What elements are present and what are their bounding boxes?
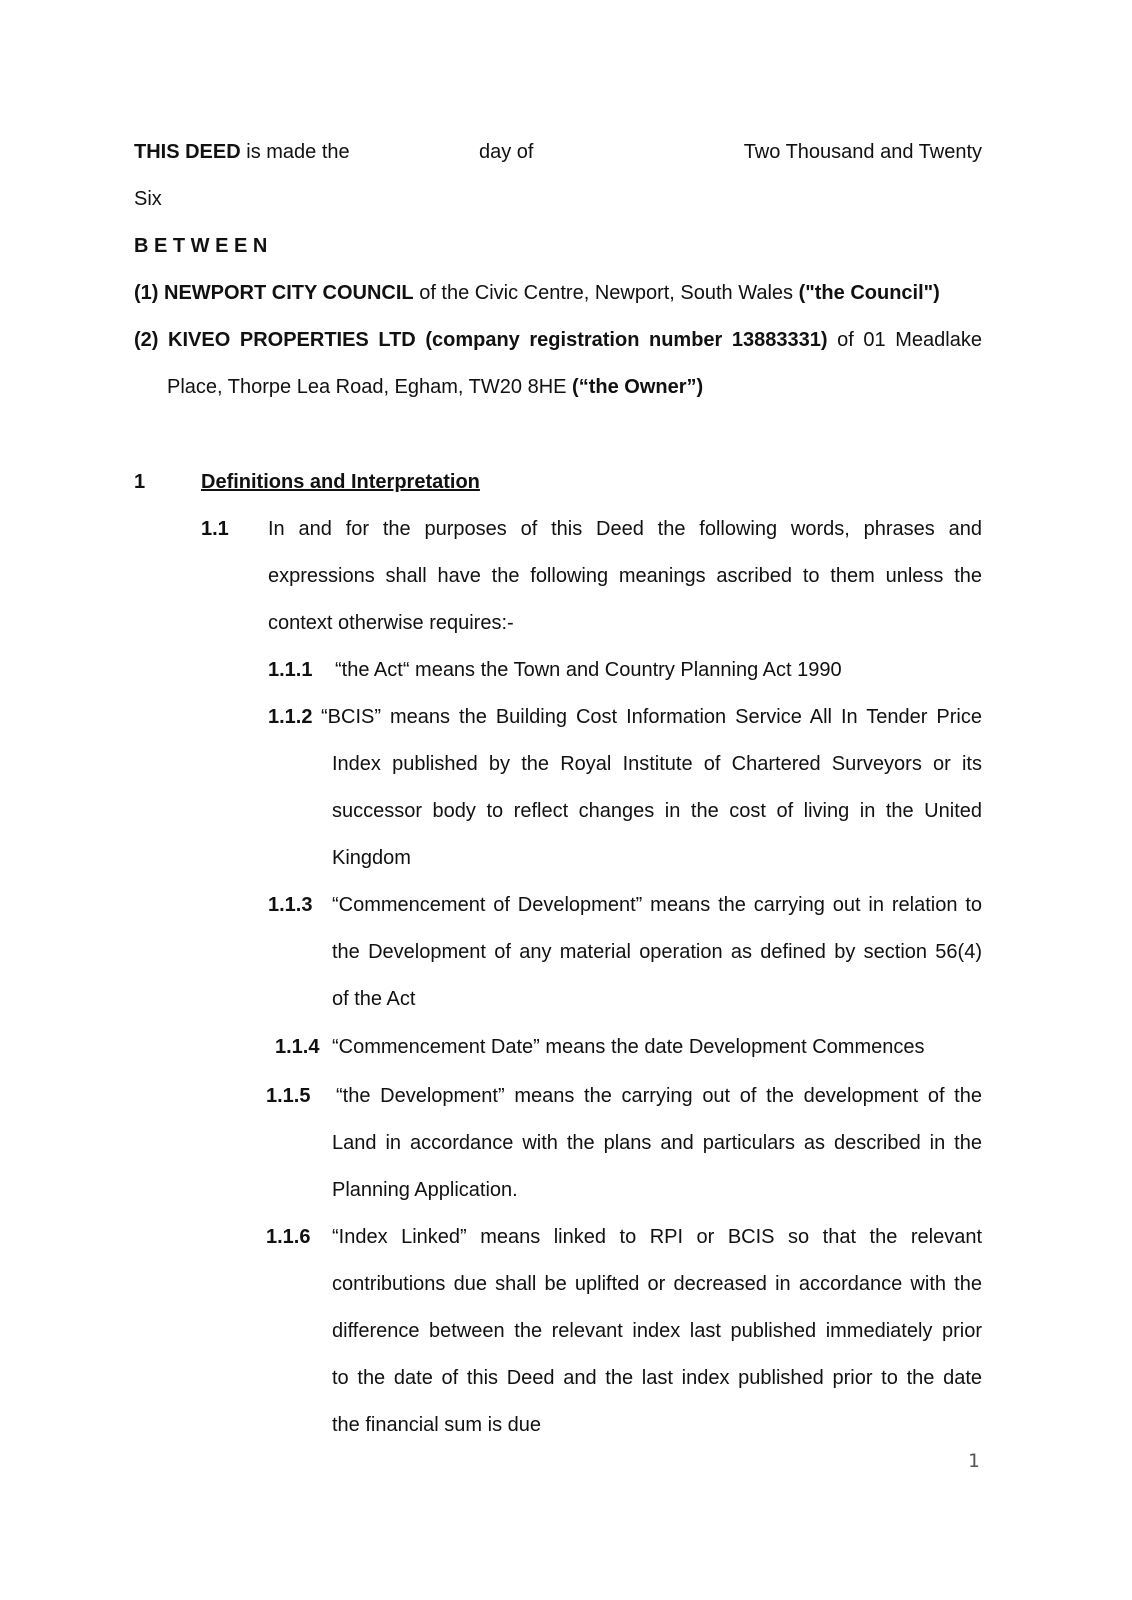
bold-text: 1.1.4: [275, 1036, 320, 1058]
text-line: [321, 705, 982, 729]
bold-text: 1.1: [201, 518, 229, 540]
text-line: [744, 140, 982, 164]
text-line: [201, 517, 229, 541]
text: Place, Thorpe Lea Road, Egham, TW20 8HE: [167, 376, 573, 398]
text-line: [268, 611, 514, 635]
text: successor body to reflect changes in the cost of living in the United: [332, 800, 982, 822]
text-line: [268, 658, 312, 682]
text: Index published by the Royal Institute of Chartered Surveyors or its: [332, 753, 982, 775]
text-line: [268, 705, 312, 729]
bold-text: B E T W E E N: [134, 235, 268, 257]
text-line: [332, 1413, 541, 1437]
text-line: [332, 799, 982, 823]
text: Kingdom: [332, 847, 411, 869]
text-line: [268, 517, 982, 541]
text: of 01 Meadlake: [827, 329, 982, 351]
text-line: [134, 328, 982, 352]
text: “the Development” means the carrying out of the development of the: [336, 1085, 982, 1107]
text: the Development of any material operation as defined by section 56(4): [332, 941, 982, 963]
bold-text: ("the Council"): [798, 282, 940, 304]
text-line: [332, 940, 982, 964]
text-line: [268, 893, 312, 917]
text: expressions shall have the following meanings ascribed to them unless the: [268, 565, 982, 587]
text-line: [134, 140, 350, 164]
text: contributions due shall be uplifted or decreased in accordance with the: [332, 1273, 982, 1295]
text-line: [332, 752, 982, 776]
text-line: [266, 1225, 310, 1249]
bold-text: 1.1.6: [266, 1226, 311, 1248]
text: “Commencement Date” means the date Development Commences: [332, 1036, 925, 1058]
text-line: [332, 987, 415, 1011]
text: context otherwise requires:-: [268, 612, 514, 634]
text: of the Act: [332, 988, 416, 1010]
text-line: [332, 1366, 982, 1390]
text: Land in accordance with the plans and particulars as described in the: [332, 1132, 982, 1154]
text-line: [332, 1319, 982, 1343]
text-line: [201, 470, 480, 494]
text: the financial sum is due: [332, 1414, 542, 1436]
text: to the date of this Deed and the last index published prior to the date: [332, 1367, 982, 1389]
text: day of: [479, 141, 534, 163]
text: Six: [134, 188, 162, 210]
bold-text: 1.1.2: [268, 706, 313, 728]
text-line: [332, 1272, 982, 1296]
bold-text: 1.1.3: [268, 894, 313, 916]
bold-text: 1.1.5: [266, 1085, 311, 1107]
text: “the Act“ means the Town and Country Planning Act 1990: [335, 659, 842, 681]
bold-text: (1) NEWPORT CITY COUNCIL: [134, 282, 414, 304]
text-line: [332, 893, 982, 917]
text-line: [332, 1131, 982, 1155]
text-line: [332, 846, 411, 870]
text-line: [332, 1225, 982, 1249]
text-line: [335, 658, 842, 682]
bold-text: THIS DEED: [134, 141, 241, 163]
text: “BCIS” means the Building Cost Information Service All In Tender Price: [321, 706, 982, 728]
text: difference between the relevant index last published immediately prior: [332, 1320, 982, 1342]
text: of the Civic Centre, Newport, South Wales: [413, 282, 799, 304]
text: In and for the purposes of this Deed the following words, phrases and: [268, 518, 982, 540]
text-line: [332, 1178, 518, 1202]
text-line: [336, 1084, 982, 1108]
text: “Commencement of Development” means the carrying out in relation to: [332, 894, 982, 916]
text-line: [266, 1084, 310, 1108]
text-line: [134, 234, 267, 258]
page-number: 1: [968, 1450, 980, 1472]
section-heading: Definitions and Interpretation: [201, 471, 480, 493]
bold-text: (“the Owner”): [572, 376, 704, 398]
text-line: [479, 140, 533, 164]
text-line: [275, 1035, 319, 1059]
bold-text: 1: [134, 471, 146, 493]
text-line: [134, 187, 162, 211]
text-line: [134, 470, 145, 494]
bold-text: (2) KIVEO PROPERTIES LTD (company registration number 13883331): [134, 329, 828, 351]
text: Planning Application.: [332, 1179, 518, 1201]
text-line: [167, 375, 703, 399]
text: “Index Linked” means linked to RPI or BCIS so that the relevant: [332, 1226, 982, 1248]
bold-text: 1.1.1: [268, 659, 313, 681]
text-line: [332, 1035, 924, 1059]
text: is made the: [240, 141, 350, 163]
text: Two Thousand and Twenty: [743, 141, 982, 163]
text-line: [134, 281, 940, 305]
text-line: [268, 564, 982, 588]
